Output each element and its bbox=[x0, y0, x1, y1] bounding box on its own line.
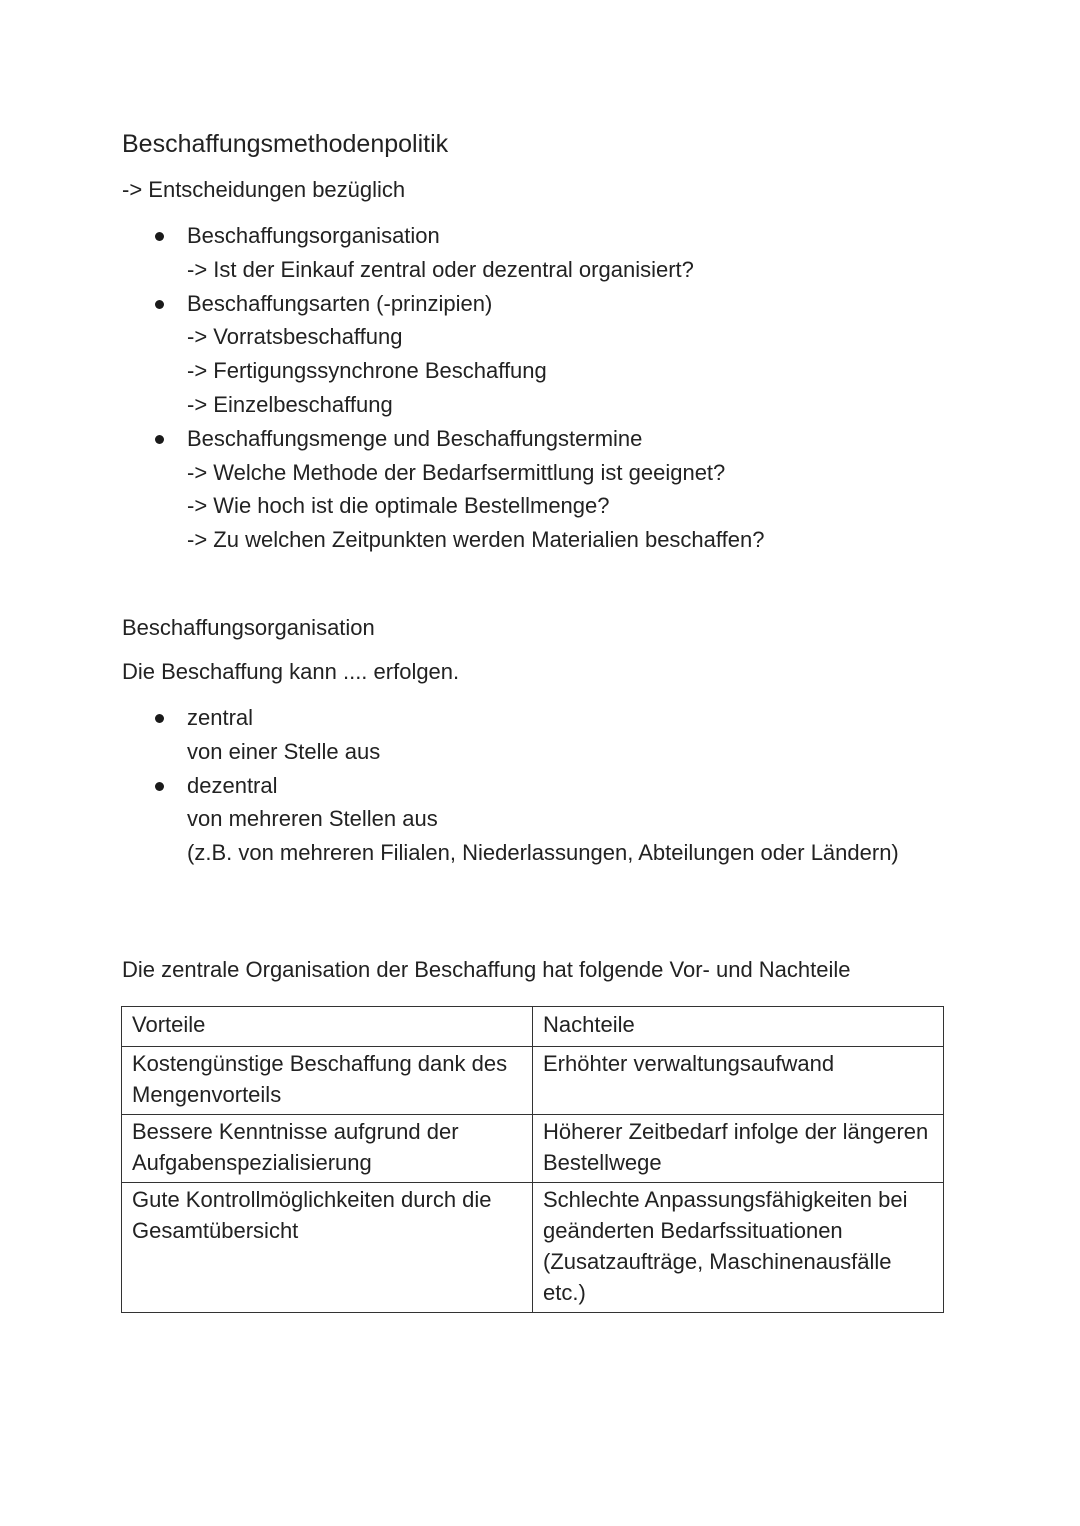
section-title-methodenpolitik: Beschaffungsmethodenpolitik bbox=[122, 130, 449, 158]
table-cell: Erhöhter verwaltungsaufwand bbox=[533, 1047, 944, 1115]
list-item-sub: -> Welche Methode der Bedarfsermittlung ist geeignet? bbox=[187, 459, 726, 485]
table-cell: Gute Kontrollmöglichkeiten durch die Gesamtübersicht bbox=[122, 1183, 533, 1313]
table-row bbox=[122, 1047, 944, 1115]
list-item bbox=[122, 287, 764, 422]
table-cell: Bessere Kenntnisse aufgrund der Aufgabenspezialisierung bbox=[122, 1115, 533, 1183]
decision-list bbox=[122, 219, 764, 557]
list-item-label: zentral bbox=[187, 705, 254, 730]
list-item bbox=[122, 219, 764, 287]
list-item-sub: -> Einzelbeschaffung bbox=[187, 391, 393, 417]
list-item-label: Beschaffungsorganisation bbox=[187, 223, 440, 248]
list-item-sub: von mehreren Stellen aus bbox=[187, 806, 438, 832]
list-item bbox=[122, 701, 899, 769]
list-item-label: Beschaffungsmenge und Beschaffungstermine bbox=[187, 425, 643, 451]
table-row bbox=[122, 1183, 944, 1313]
table-cell: Kostengünstige Beschaffung dank des Mengenvorteils bbox=[122, 1047, 533, 1115]
list-item-sub: -> Zu welchen Zeitpunkten werden Materialien beschaffen? bbox=[187, 527, 765, 553]
list-item-label: dezentral bbox=[187, 772, 278, 798]
section-intro-beschaffung: Die Beschaffung kann .... erfolgen. bbox=[122, 659, 460, 684]
list-item-sub: -> Fertigungssynchrone Beschaffung bbox=[187, 358, 547, 384]
section-intro-entscheidungen: -> Entscheidungen bezüglich bbox=[122, 177, 406, 202]
list-item-label: Beschaffungsarten (-prinzipien) bbox=[187, 290, 493, 316]
column-header-vorteile: Vorteile bbox=[122, 1007, 533, 1047]
section-title-organisation: Beschaffungsorganisation bbox=[122, 615, 375, 640]
table-row bbox=[122, 1115, 944, 1183]
list-item bbox=[122, 422, 764, 557]
column-header-nachteile: Nachteile bbox=[533, 1007, 944, 1047]
table-cell: Schlechte Anpassungsfähigkeiten bei geänderten Bedarfssituationen (Zusatzaufträge, Maschinenausfälle etc.) bbox=[533, 1183, 944, 1313]
table-header-row bbox=[122, 1007, 944, 1047]
list-item bbox=[122, 769, 899, 870]
table-cell: Höherer Zeitbedarf infolge der längeren Bestellwege bbox=[533, 1115, 944, 1183]
organisation-list bbox=[122, 701, 899, 870]
list-item-sub: -> Wie hoch ist die optimale Bestellmenge? bbox=[187, 493, 610, 519]
list-item-sub: -> Vorratsbeschaffung bbox=[187, 324, 403, 350]
section-intro-vor-nachteile: Die zentrale Organisation der Beschaffung hat folgende Vor- und Nachteile bbox=[122, 957, 851, 982]
list-item-sub: -> Ist der Einkauf zentral oder dezentral organisiert? bbox=[187, 256, 694, 282]
list-item-sub: (z.B. von mehreren Filialen, Niederlassungen, Abteilungen oder Ländern) bbox=[187, 840, 899, 866]
pros-cons-table bbox=[121, 1006, 944, 1313]
list-item-sub: von einer Stelle aus bbox=[187, 738, 381, 764]
